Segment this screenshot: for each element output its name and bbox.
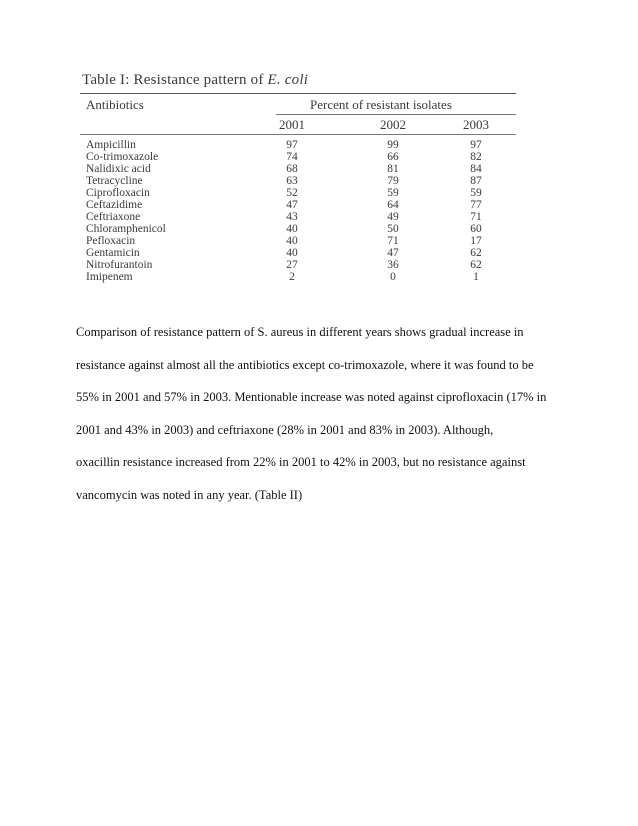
header-year-2001: 2001 [279, 117, 305, 132]
value-2002: 59 [387, 187, 399, 199]
value-2002: 36 [387, 259, 399, 271]
value-2003: 84 [470, 163, 482, 175]
table-caption-prefix: Table I: Resistance pattern of [82, 72, 268, 88]
value-2001: 2 [289, 271, 295, 283]
antibiotic-name: Imipenem [86, 271, 133, 283]
table-row [80, 247, 516, 259]
value-2001: 40 [286, 223, 298, 235]
value-2003: 62 [470, 259, 482, 271]
antibiotic-name: Ceftazidime [86, 199, 143, 211]
value-2001: 43 [286, 211, 298, 223]
paragraph-line: oxacillin resistance increased from 22% in 2001 to 42% in 2003, but no resistance against [76, 455, 526, 470]
value-2003: 62 [470, 247, 482, 259]
antibiotic-name: Pefloxacin [86, 235, 136, 247]
table-row [80, 163, 516, 175]
antibiotic-name: Tetracycline [86, 175, 143, 187]
value-2003: 97 [470, 139, 482, 151]
table-caption [82, 72, 516, 89]
value-2001: 40 [286, 235, 298, 247]
table-row [80, 271, 516, 283]
value-2001: 52 [286, 187, 298, 199]
antibiotic-name: Chloramphenicol [86, 223, 166, 235]
value-2003: 77 [470, 199, 482, 211]
table-row [80, 235, 516, 247]
value-2002: 79 [387, 175, 399, 187]
value-2002: 99 [387, 139, 399, 151]
value-2001: 68 [286, 163, 298, 175]
paragraph-line: resistance against almost all the antibiotics except co-trimoxazole, where it was found to be [76, 357, 534, 372]
table-row [80, 199, 516, 211]
value-2002: 47 [387, 247, 399, 259]
table-year-header-row [80, 114, 516, 134]
value-2002: 64 [387, 199, 399, 211]
value-2002: 50 [387, 223, 399, 235]
table-row [80, 139, 516, 151]
value-2002: 0 [390, 271, 396, 283]
value-2002: 71 [387, 235, 399, 247]
antibiotic-name: Co-trimoxazole [86, 151, 159, 163]
header-year-2002: 2002 [380, 117, 406, 132]
value-2002: 49 [387, 211, 399, 223]
table-row [80, 223, 516, 235]
body-paragraph [76, 316, 566, 512]
value-2003: 59 [470, 187, 482, 199]
value-2003: 60 [470, 223, 482, 235]
table-row [80, 151, 516, 163]
table-body [80, 135, 516, 286]
antibiotic-name: Nitrofurantoin [86, 259, 153, 271]
header-antibiotics: Antibiotics [86, 97, 144, 112]
value-2003: 87 [470, 175, 482, 187]
value-2003: 71 [470, 211, 482, 223]
paragraph-line: vancomycin was noted in any year. (Table II) [76, 487, 303, 502]
value-2003: 1 [473, 271, 479, 283]
table-row [80, 211, 516, 223]
table-row [80, 259, 516, 271]
table-header-row [80, 94, 516, 114]
value-2002: 81 [387, 163, 399, 175]
header-percent-resistant: Percent of resistant isolates [310, 97, 452, 112]
antibiotic-name: Ciprofloxacin [86, 187, 150, 199]
value-2003: 82 [470, 151, 482, 163]
paragraph-line: Comparison of resistance pattern of S. aureus in different years shows gradual increase in [76, 325, 524, 339]
value-2001: 47 [286, 199, 298, 211]
paragraph-line: 2001 and 43% in 2003) and ceftriaxone (28% in 2001 and 83% in 2003). Although, [76, 422, 494, 437]
value-2003: 17 [470, 235, 482, 247]
antibiotic-name: Ampicillin [86, 139, 136, 151]
resistance-table [80, 72, 516, 286]
table-caption-species: E. coli [267, 72, 309, 88]
antibiotic-name: Ceftriaxone [86, 211, 141, 223]
table-row [80, 175, 516, 187]
antibiotic-name: Nalidixic acid [86, 163, 151, 175]
header-year-2003: 2003 [463, 117, 489, 132]
value-2001: 63 [286, 175, 298, 187]
value-2001: 97 [286, 139, 298, 151]
value-2002: 66 [387, 151, 399, 163]
value-2001: 74 [286, 151, 298, 163]
table-row [80, 187, 516, 199]
value-2001: 40 [286, 247, 298, 259]
paragraph-line: 55% in 2001 and 57% in 2003. Mentionable increase was noted against ciprofloxacin (17% in [76, 390, 547, 405]
antibiotic-name: Gentamicin [86, 247, 140, 259]
value-2001: 27 [286, 259, 298, 271]
